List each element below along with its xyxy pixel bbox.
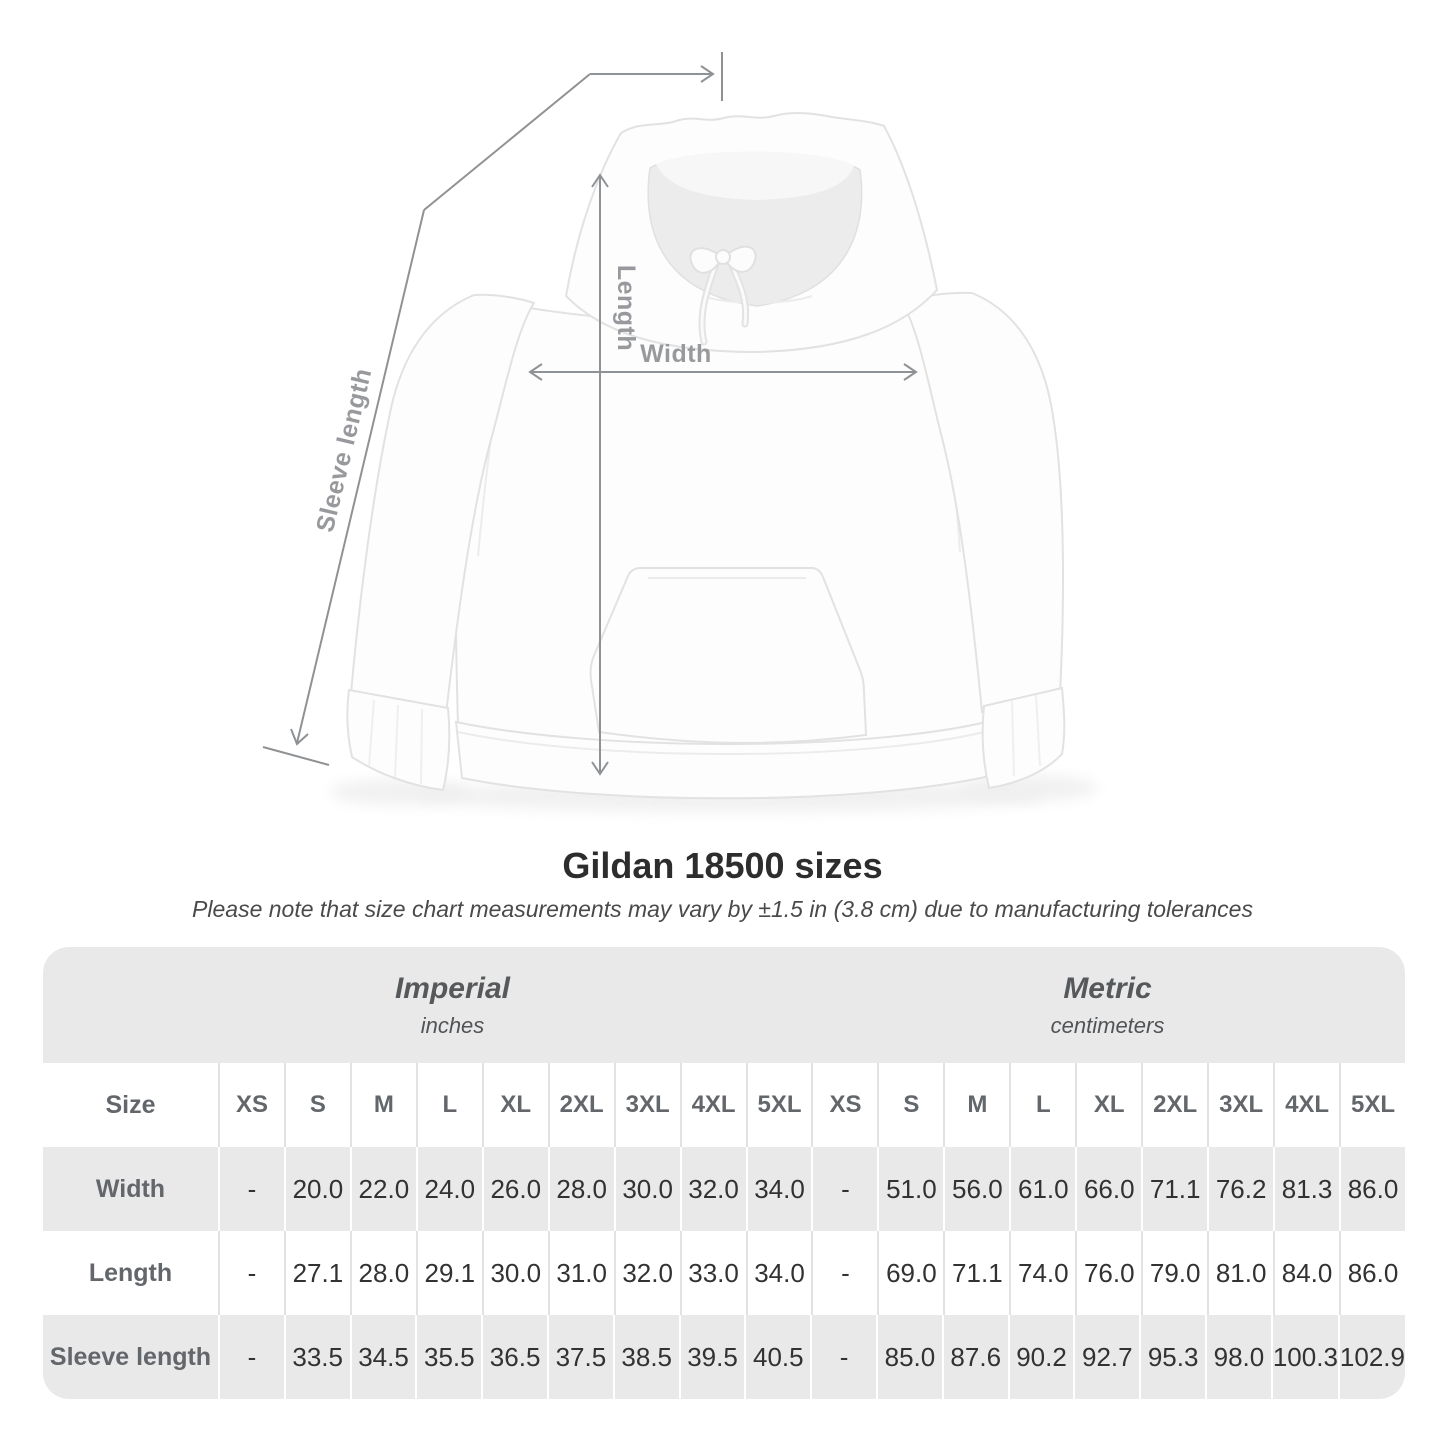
value-cell: 38.5: [613, 1315, 679, 1399]
size-header-row: [43, 1063, 1405, 1147]
value-cell: 29.1: [416, 1231, 482, 1315]
size-header-cell: XS: [811, 1063, 877, 1147]
value-cell: 69.0: [877, 1231, 943, 1315]
size-header-cell: 4XL: [1273, 1063, 1339, 1147]
size-header-cell: 2XL: [1141, 1063, 1207, 1147]
size-header-cell: XL: [1075, 1063, 1141, 1147]
value-cell: 33.0: [680, 1231, 746, 1315]
left-cuff: [347, 690, 449, 790]
value-cell: 81.3: [1273, 1147, 1339, 1231]
size-table: [43, 947, 1405, 1399]
imperial-section-header: [69, 947, 836, 1063]
value-cell: 79.0: [1141, 1231, 1207, 1315]
value-cell: 30.0: [482, 1231, 548, 1315]
value-cell: 90.2: [1008, 1315, 1074, 1399]
table-row: [43, 1231, 1405, 1315]
size-header-cell: 2XL: [548, 1063, 614, 1147]
metric-unit: centimeters: [1050, 1012, 1165, 1038]
tolerance-note: Please note that size chart measurements may vary by ±1.5 in (3.8 cm) due to manufacturing tolerances: [192, 896, 1253, 922]
size-header-cell: XL: [482, 1063, 548, 1147]
value-cell: 56.0: [943, 1147, 1009, 1231]
value-cell: 95.3: [1139, 1315, 1205, 1399]
value-cell: 40.5: [744, 1315, 810, 1399]
size-header-cell: M: [350, 1063, 416, 1147]
value-cell: 22.0: [350, 1147, 416, 1231]
size-header-cell: M: [943, 1063, 1009, 1147]
row-label-cell: Sleeve length: [49, 1342, 212, 1371]
size-header-cell: XS: [218, 1063, 284, 1147]
size-corner-cell: Size: [105, 1090, 156, 1119]
value-cell: 51.0: [877, 1147, 943, 1231]
size-header-cell: L: [416, 1063, 482, 1147]
value-cell: -: [810, 1315, 876, 1399]
value-cell: -: [218, 1147, 284, 1231]
value-cell: 84.0: [1273, 1231, 1339, 1315]
value-cell: 87.6: [942, 1315, 1008, 1399]
metric-section-header: [810, 947, 1405, 1063]
value-cell: 66.0: [1075, 1147, 1141, 1231]
value-cell: 85.0: [876, 1315, 942, 1399]
value-cell: 98.0: [1205, 1315, 1271, 1399]
size-header-cell: L: [1009, 1063, 1075, 1147]
imperial-title: Imperial: [394, 971, 511, 1005]
value-cell: 34.0: [746, 1147, 812, 1231]
value-cell: 86.0: [1339, 1231, 1405, 1315]
sleeve-length-label: Sleeve length: [311, 365, 378, 535]
size-header-cell: S: [877, 1063, 943, 1147]
value-cell: 34.0: [746, 1231, 812, 1315]
value-cell: 34.5: [350, 1315, 416, 1399]
value-cell: 76.2: [1207, 1147, 1273, 1231]
value-cell: 71.1: [1141, 1147, 1207, 1231]
size-header-cell: 5XL: [1339, 1063, 1405, 1147]
value-cell: 37.5: [547, 1315, 613, 1399]
metric-title: Metric: [1063, 971, 1152, 1005]
right-cuff: [983, 688, 1065, 788]
size-header-cell: S: [284, 1063, 350, 1147]
kangaroo-pocket: [591, 568, 866, 743]
value-cell: 32.0: [614, 1231, 680, 1315]
value-cell: 74.0: [1009, 1231, 1075, 1315]
size-header-cell: 3XL: [614, 1063, 680, 1147]
value-cell: 24.0: [416, 1147, 482, 1231]
value-cell: -: [811, 1147, 877, 1231]
value-cell: 26.0: [482, 1147, 548, 1231]
value-cell: 31.0: [548, 1231, 614, 1315]
value-cell: 30.0: [614, 1147, 680, 1231]
value-cell: -: [811, 1231, 877, 1315]
value-cell: 35.5: [415, 1315, 481, 1399]
unit-band: [43, 947, 1405, 1063]
value-cell: 32.0: [680, 1147, 746, 1231]
table-row: [43, 1147, 1405, 1231]
value-cell: 20.0: [284, 1147, 350, 1231]
table-rows: [43, 1147, 1405, 1399]
value-cell: 81.0: [1207, 1231, 1273, 1315]
value-cell: 27.1: [284, 1231, 350, 1315]
imperial-unit: inches: [420, 1012, 485, 1038]
value-cell: 28.0: [548, 1147, 614, 1231]
size-header-cell: 3XL: [1207, 1063, 1273, 1147]
value-cell: 102.9: [1338, 1315, 1405, 1399]
value-cell: 100.3: [1271, 1315, 1338, 1399]
length-label: Length: [612, 264, 640, 352]
value-cell: -: [218, 1315, 284, 1399]
value-cell: 76.0: [1075, 1231, 1141, 1315]
value-cell: 28.0: [350, 1231, 416, 1315]
value-cell: 92.7: [1073, 1315, 1139, 1399]
width-label: Width: [640, 340, 712, 368]
value-cell: 36.5: [481, 1315, 547, 1399]
size-header-cell: 5XL: [746, 1063, 812, 1147]
row-label-cell: Length: [88, 1258, 173, 1287]
value-cell: 39.5: [679, 1315, 745, 1399]
table-row: [43, 1315, 1405, 1399]
row-label-cell: Width: [95, 1174, 166, 1203]
value-cell: 71.1: [943, 1231, 1009, 1315]
size-header-cell: 4XL: [680, 1063, 746, 1147]
value-cell: -: [218, 1231, 284, 1315]
value-cell: 61.0: [1009, 1147, 1075, 1231]
value-cell: 33.5: [284, 1315, 350, 1399]
value-cell: 86.0: [1339, 1147, 1405, 1231]
page-title: Gildan 18500 sizes: [562, 845, 883, 886]
